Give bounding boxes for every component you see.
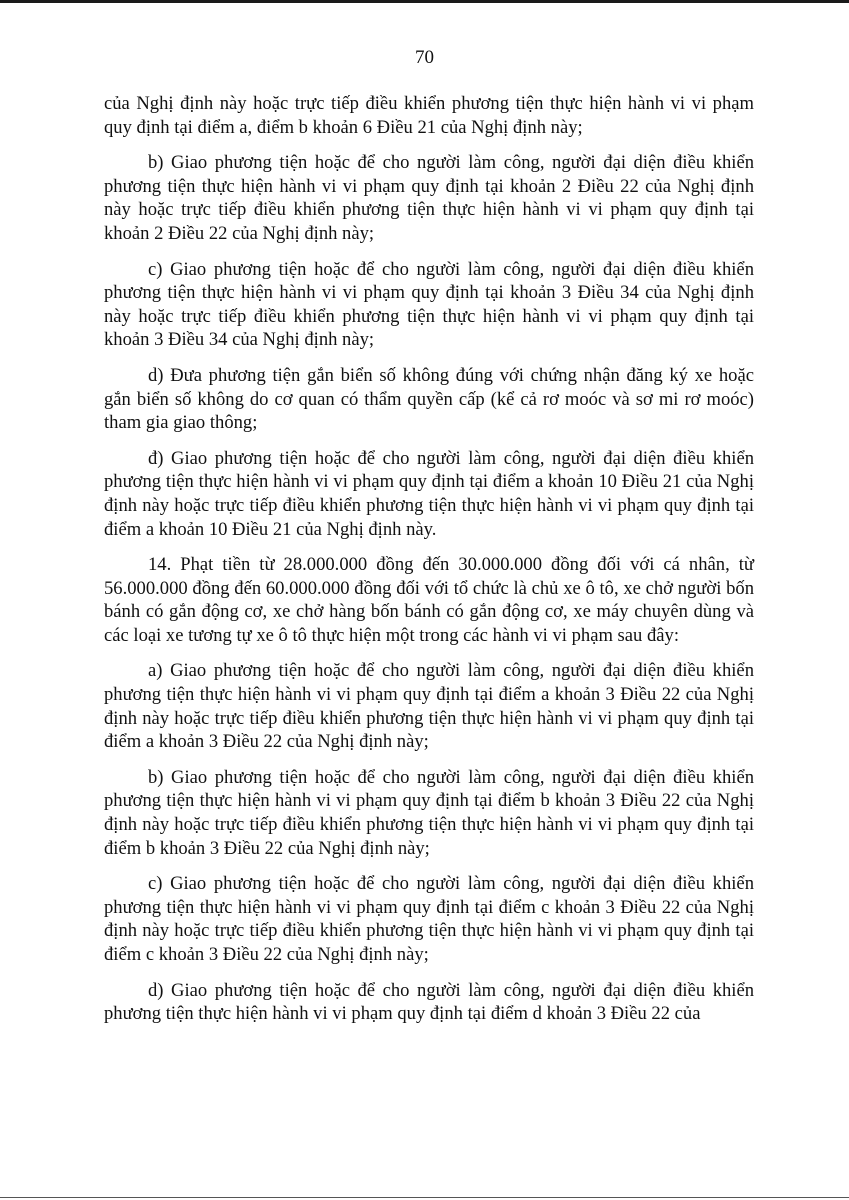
paragraph-clause-14-item-c: c) Giao phương tiện hoặc để cho người làm công, người đại diện điều khiển phương tiện thực hiện hành vi vi phạm quy định tại điểm c khoản 3 Điều 22 của Nghị định này hoặc trực tiếp điều khiển phương tiện thực hiện hành vi vi phạm quy định tại điểm c khoản 3 Điều 22 của Nghị định này; — [104, 873, 754, 965]
top-border-line — [0, 0, 849, 3]
bottom-border-line — [0, 1197, 849, 1198]
paragraph-clause-14-item-a: a) Giao phương tiện hoặc để cho người làm công, người đại diện điều khiển phương tiện thực hiện hành vi vi phạm quy định tại điểm a khoản 3 Điều 22 của Nghị định này hoặc trực tiếp điều khiển phương tiện thực hiện hành vi vi phạm quy định tại điểm a khoản 3 Điều 22 của Nghị định này; — [104, 660, 754, 753]
page-number: 70 — [415, 47, 434, 68]
document-body — [104, 92, 754, 1038]
paragraph-continued: của Nghị định này hoặc trực tiếp điều khiển phương tiện thực hiện hành vi vi phạm quy định tại điểm a, điểm b khoản 6 Điều 21 của Nghị định này; — [104, 93, 754, 138]
paragraph-clause-14-item-b: b) Giao phương tiện hoặc để cho người làm công, người đại diện điều khiển phương tiện thực hiện hành vi vi phạm quy định tại điểm b khoản 3 Điều 22 của Nghị định này hoặc trực tiếp điều khiển phương tiện thực hiện hành vi vi phạm quy định tại điểm b khoản 3 Điều 22 của Nghị định này; — [104, 766, 754, 859]
paragraph-item-d: d) Đưa phương tiện gắn biển số không đúng với chứng nhận đăng ký xe hoặc gắn biển số không do cơ quan có thẩm quyền cấp (kể cả rơ moóc và sơ mi rơ moóc) tham gia giao thông; — [104, 364, 754, 434]
paragraph-clause-14: 14. Phạt tiền từ 28.000.000 đồng đến 30.000.000 đồng đối với cá nhân, từ 56.000.000 đồng đến 60.000.000 đồng đối với tổ chức là chủ xe ô tô, xe chở người bốn bánh có gắn động cơ, xe chở hàng bốn bánh có gắn động cơ, xe máy chuyên dùng và các loại xe tương tự xe ô tô thực hiện một trong các hành vi vi phạm sau đây: — [104, 554, 754, 646]
paragraph-item-c: c) Giao phương tiện hoặc để cho người làm công, người đại diện điều khiển phương tiện thực hiện hành vi vi phạm quy định tại khoản 3 Điều 34 của Nghị định này hoặc trực tiếp điều khiển phương tiện thực hiện hành vi vi phạm quy định tại khoản 3 Điều 34 của Nghị định này; — [104, 258, 754, 351]
paragraph-item-b: b) Giao phương tiện hoặc để cho người làm công, người đại diện điều khiển phương tiện thực hiện hành vi vi phạm quy định tại khoản 2 Điều 22 của Nghị định này hoặc trực tiếp điều khiển phương tiện thực hiện hành vi vi phạm quy định tại khoản 2 Điều 22 của Nghị định này; — [104, 152, 754, 244]
paragraph-item-dd: đ) Giao phương tiện hoặc để cho người làm công, người đại diện điều khiển phương tiện thực hiện hành vi vi phạm quy định tại điểm a khoản 10 Điều 21 của Nghị định này hoặc trực tiếp điều khiển phương tiện thực hiện hành vi vi phạm quy định tại điểm a khoản 10 Điều 21 của Nghị định này. — [104, 447, 754, 540]
paragraph-clause-14-item-d: d) Giao phương tiện hoặc để cho người làm công, người đại diện điều khiển phương tiện thực hiện hành vi vi phạm quy định tại điểm d khoản 3 Điều 22 của — [104, 979, 754, 1025]
